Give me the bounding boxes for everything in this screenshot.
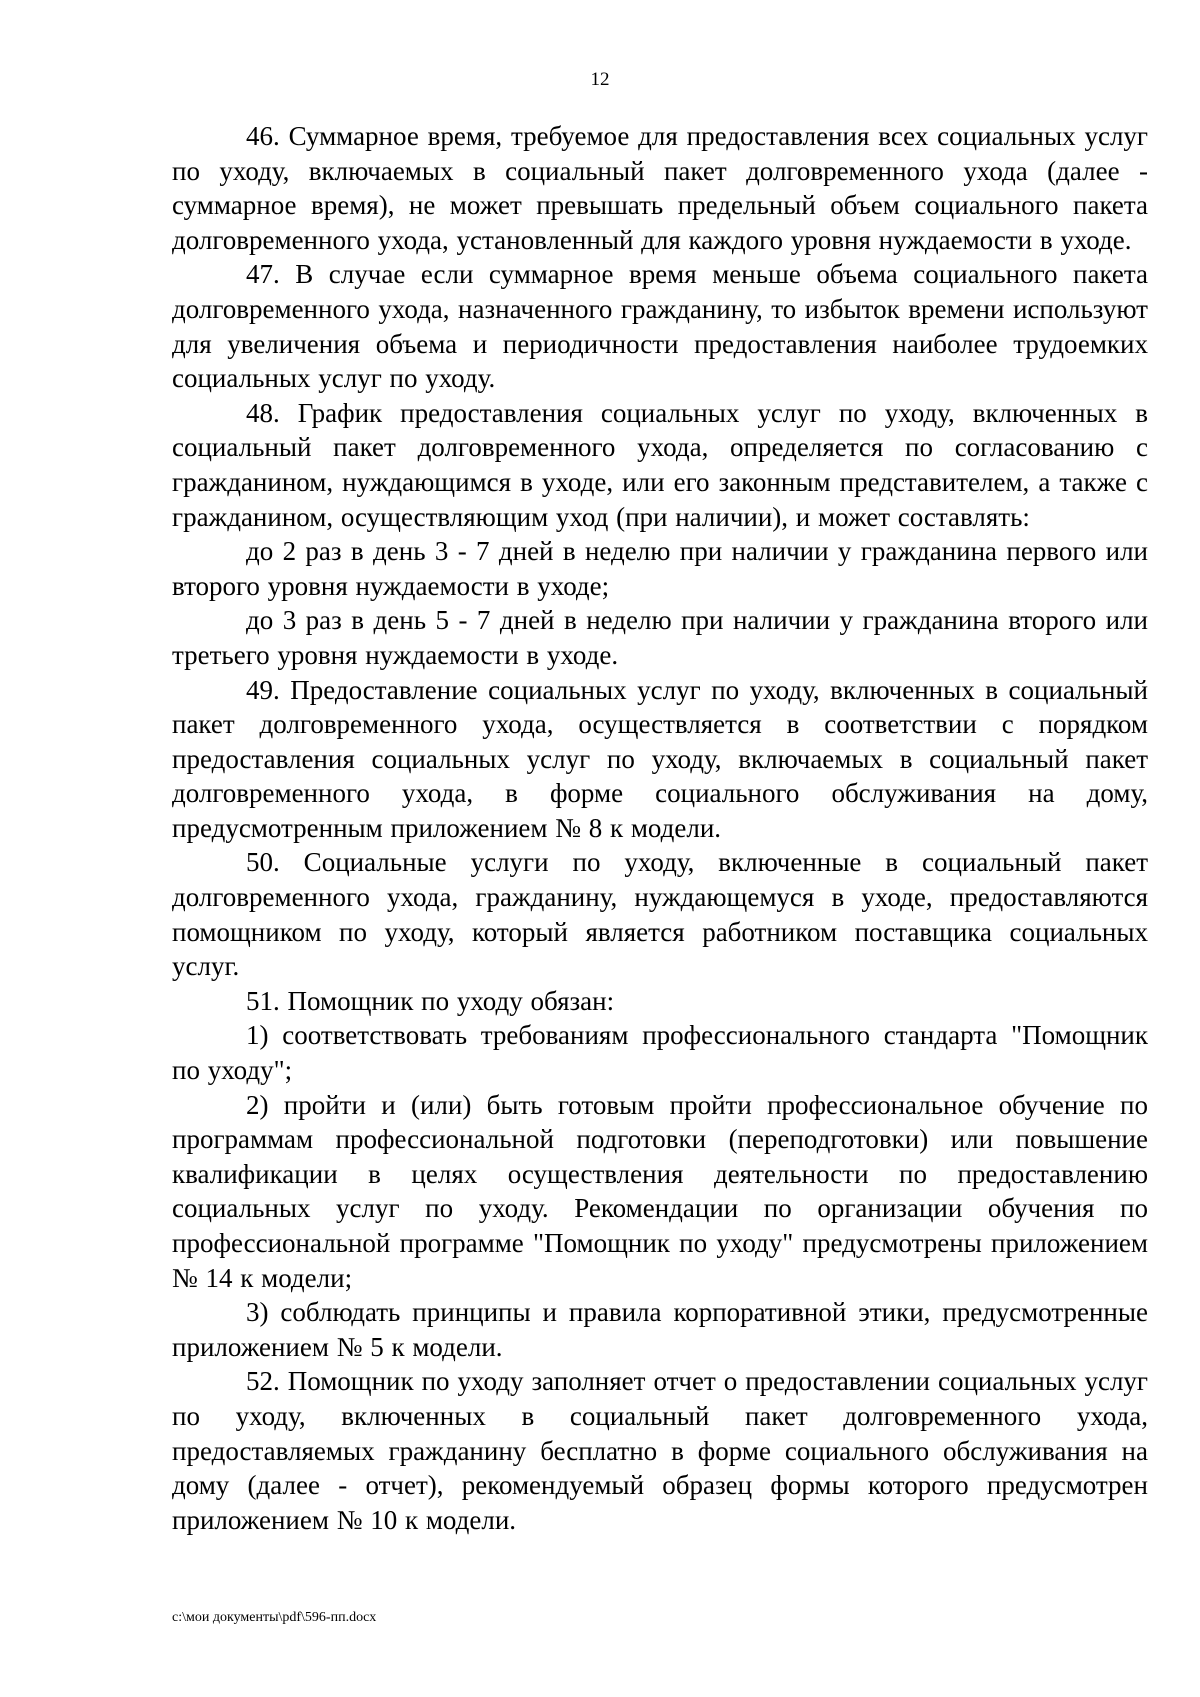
paragraph-48-item-1: до 2 раз в день 3 - 7 дней в неделю при наличии у гражданина первого или второго уровня нуждаемости в уходе; bbox=[172, 536, 1148, 601]
document-body bbox=[172, 119, 1148, 1537]
paragraph-51-item-3: 3) соблюдать принципы и правила корпоративной этики, предусмотренные приложением № 5 к модели. bbox=[172, 1297, 1148, 1362]
page-number: 12 bbox=[590, 69, 610, 90]
paragraph-51: 51. Помощник по уходу обязан: bbox=[246, 985, 615, 1016]
paragraph-50: 50. Социальные услуги по уходу, включенные в социальный пакет долговременного ухода, гражданину, нуждающемуся в уходе, предоставляются помощником по уходу, который является работником поставщика социальных услуг. bbox=[172, 847, 1148, 982]
paragraph-48-item-2: до 3 раз в день 5 - 7 дней в неделю при наличии у гражданина второго или третьего уровня нуждаемости в уходе. bbox=[172, 605, 1148, 670]
paragraph-47: 47. В случае если суммарное время меньше объема социального пакета долговременного ухода, назначенного гражданину, то избыток времени используют для увеличения объема и периодичности предоставления наиболее трудоемких социальных услуг по уходу. bbox=[172, 259, 1148, 394]
paragraph-48: 48. График предоставления социальных услуг по уходу, включенных в социальный пакет долговременного ухода, определяется по согласованию с гражданином, нуждающимся в уходе, или его законным представителем, а также с гражданином, осуществляющим уход (при наличии), и может составлять: bbox=[172, 397, 1148, 532]
paragraph-51-item-2: 2) пройти и (или) быть готовым пройти профессиональное обучение по программам профессиональной подготовки (переподготовки) или повышение квалификации в целях осуществления деятельности по предоставлению социальных услуг по уходу. Рекомендации по организации обучения по профессиональной программе "Помощник по уходу" предусмотрены приложением № 14 к модели; bbox=[172, 1089, 1148, 1293]
paragraph-49: 49. Предоставление социальных услуг по уходу, включенных в социальный пакет долговременного ухода, осуществляется в соответствии с порядком предоставления социальных услуг по уходу, включаемых в социальный пакет долговременного ухода, в форме социального обслуживания на дому, предусмотренным приложением № 8 к модели. bbox=[172, 674, 1148, 843]
paragraph-51-item-1: 1) соответствовать требованиям профессионального стандарта "Помощник по уходу"; bbox=[172, 1020, 1148, 1086]
footer-file-path: c:\мои документы\pdf\596-пп.docx bbox=[172, 1610, 377, 1625]
paragraph-46: 46. Суммарное время, требуемое для предоставления всех социальных услуг по уходу, включаемых в социальный пакет долговременного ухода (далее - суммарное время), не может превышать предельный объем социального пакета долговременного ухода, установленный для каждого уровня нуждаемости в уходе. bbox=[172, 121, 1148, 255]
paragraph-52: 52. Помощник по уходу заполняет отчет о предоставлении социальных услуг по уходу, включенных в социальный пакет долговременного ухода, предоставляемых гражданину бесплатно в форме социального обслуживания на дому (далее - отчет), рекомендуемый образец формы которого предусмотрен приложением № 10 к модели. bbox=[172, 1366, 1148, 1535]
